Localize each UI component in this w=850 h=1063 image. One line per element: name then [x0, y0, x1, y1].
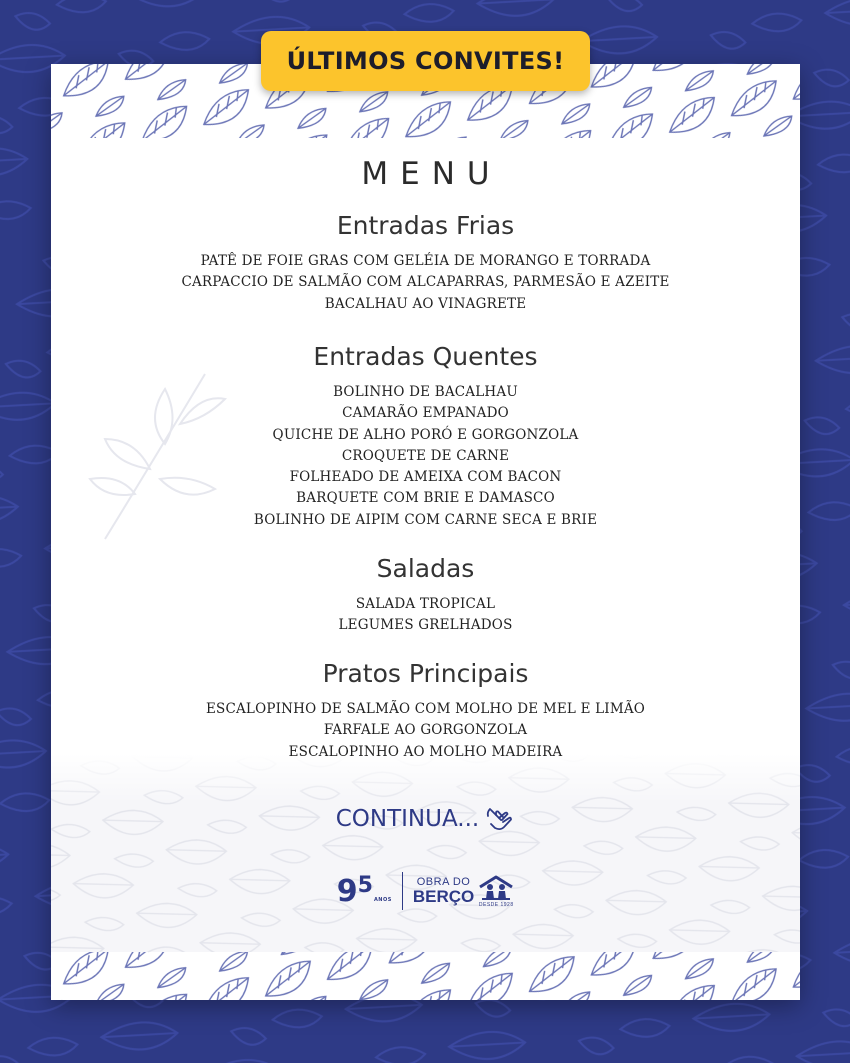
- logo-digit: 5: [357, 873, 373, 898]
- menu-item: SALADA TROPICAL: [355, 596, 496, 612]
- continua-text: CONTINUA...: [335, 806, 480, 832]
- menu-item: BOLINHO DE AIPIM COM CARNE SECA E BRIE: [253, 511, 598, 528]
- section-title: Entradas Frias: [336, 211, 515, 240]
- menu-item: FARFALE AO GORGONZOLA: [323, 722, 528, 739]
- obra-do-berco-logo: [413, 875, 514, 908]
- obra-text: [413, 877, 474, 905]
- menu-item: PATÊ DE FOIE GRAS COM GELÉIA DE MORANGO E TORRADA: [200, 253, 651, 269]
- section-entradas-quentes: [51, 342, 800, 531]
- section-title: Pratos Principais: [322, 659, 529, 688]
- menu-title: MENU: [361, 156, 502, 192]
- menu-item-list: [51, 594, 800, 637]
- 95-anos-logo: [337, 875, 392, 907]
- obra-bottom: BERÇO: [412, 887, 475, 906]
- obra-top: OBRA DO: [416, 876, 471, 888]
- menu-item-list: [51, 251, 800, 315]
- menu-item: LEGUMES GRELHADOS: [338, 617, 513, 634]
- obra-emblem: [478, 875, 514, 908]
- continua-link[interactable]: [51, 804, 800, 834]
- obra-desde: DESDE 1928: [478, 901, 514, 908]
- menu-item: FOLHEADO DE AMEIXA COM BACON: [289, 469, 562, 486]
- section-title: Entradas Quentes: [313, 342, 538, 371]
- logo-digit: 9: [336, 874, 358, 909]
- section-entradas-frias: [51, 211, 800, 315]
- bottom-leaf-border: [51, 952, 800, 1000]
- menu-card: [51, 64, 800, 1000]
- house-children-icon: [478, 875, 514, 901]
- pointing-hand-icon: [485, 804, 515, 834]
- logo-anos: ANOS: [373, 897, 392, 903]
- badge-text: ÚLTIMOS CONVITES!: [286, 47, 565, 75]
- section-pratos-principais: [51, 659, 800, 763]
- section-saladas: [51, 554, 800, 637]
- bottom-leaf-watermark: [51, 754, 800, 952]
- menu-item: BARQUETE COM BRIE E DAMASCO: [296, 490, 555, 507]
- logo-divider: [402, 872, 403, 910]
- menu-item-list: [51, 382, 800, 531]
- section-title: Saladas: [376, 554, 475, 583]
- menu-item: ESCALOPINHO DE SALMÃO COM MOLHO DE MEL E LIMÃO: [205, 701, 646, 717]
- menu-item: CAMARÃO EMPANADO: [342, 405, 509, 422]
- menu-item: ESCALOPINHO AO MOLHO MADEIRA: [288, 743, 563, 760]
- menu-item: BOLINHO DE BACALHAU: [333, 384, 518, 400]
- menu-item: QUICHE DE ALHO PORÓ E GORGONZOLA: [272, 426, 579, 443]
- footer-logos: [51, 872, 800, 910]
- menu-item: CARPACCIO DE SALMÃO COM ALCAPARRAS, PARMESÃO E AZEITE: [181, 274, 670, 291]
- menu-item: CROQUETE DE CARNE: [341, 447, 510, 464]
- ultimos-convites-badge: [261, 31, 590, 91]
- menu-item-list: [51, 699, 800, 763]
- menu-item: BACALHAU AO VINAGRETE: [324, 295, 527, 312]
